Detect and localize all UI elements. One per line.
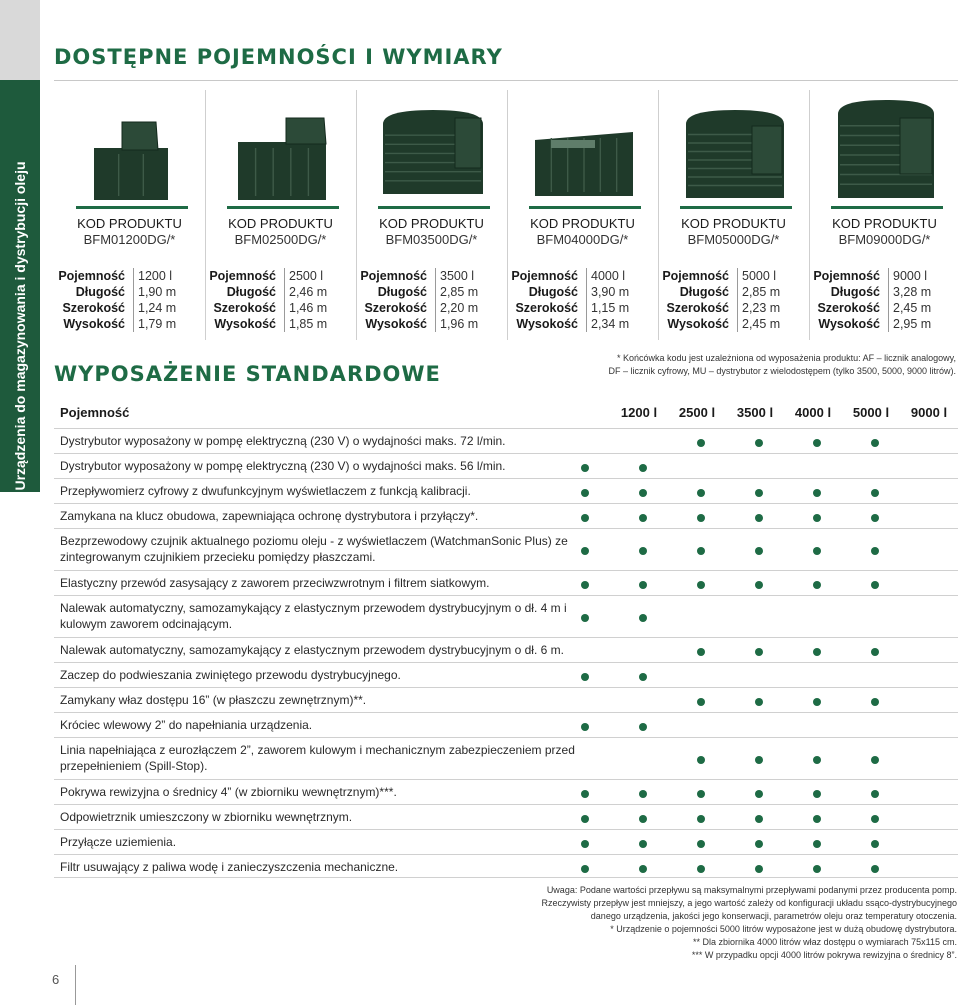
spec-label-height: Wysokość (818, 317, 880, 331)
included-marker-5000-l (813, 489, 821, 497)
spec-value-width: 2,23 m (737, 300, 780, 316)
spec-row-length (54, 284, 205, 300)
spec-row-capacity (205, 268, 356, 284)
note-line: ** Dla zbiornika 4000 litrów właz dostępu o wymiarach 75x115 cm. (693, 937, 957, 947)
green-accent-bar (378, 206, 490, 209)
product-code-footnote (590, 352, 956, 378)
equipment-row (54, 595, 958, 637)
equipment-description: Nalewak automatyczny, samozamykający z elastycznym przewodem dystrybucyjnym o dł. 4 m i kulowym zaworem odcinającym. (60, 601, 567, 631)
product-code: BFM03500DG/* (385, 232, 478, 247)
equipment-row (54, 687, 958, 712)
equipment-description: Pokrywa rewizyjna o średnicy 4” (w zbiorniku wewnętrznym)***. (60, 785, 397, 799)
product-card (809, 90, 960, 340)
equipment-row (54, 637, 958, 662)
spec-row-length (356, 284, 507, 300)
product-card (507, 90, 658, 340)
spec-row-width (205, 300, 356, 316)
product-card (658, 90, 809, 340)
included-marker-1200-l (581, 790, 589, 798)
spec-label-height: Wysokość (516, 317, 578, 331)
spec-label-capacity: Pojemność (360, 269, 427, 283)
note-line: danego urządzenia, jakości jego konserwacji, parametrów oleju oraz temperatury otoczenia. (590, 911, 957, 921)
spec-value-capacity: 4000 l (586, 268, 625, 284)
spec-row-height (205, 316, 356, 332)
column-header-2500: 2500 l (678, 405, 716, 420)
included-marker-3500-l (697, 514, 705, 522)
spec-value-length: 2,46 m (284, 284, 327, 300)
spec-row-capacity (809, 268, 960, 284)
included-marker-9000-l (871, 648, 879, 656)
included-marker-2500-l (639, 547, 647, 555)
included-marker-4000-l (755, 581, 763, 589)
included-marker-3500-l (697, 439, 705, 447)
included-marker-4000-l (755, 790, 763, 798)
spec-value-height: 1,79 m (133, 316, 176, 332)
tank-medium-bunded-tank-image (234, 114, 330, 200)
capacity-header-label: Pojemność (60, 405, 130, 420)
spec-row-width (809, 300, 960, 316)
spec-value-length: 1,90 m (133, 284, 176, 300)
tank-image (821, 94, 951, 200)
spec-label-width: Szerokość (515, 301, 578, 315)
included-marker-5000-l (813, 581, 821, 589)
product-specs (658, 268, 809, 332)
spec-value-length: 3,90 m (586, 284, 629, 300)
spec-value-width: 2,20 m (435, 300, 478, 316)
product-code-label: KOD PRODUKTU (530, 216, 635, 231)
spec-value-width: 2,45 m (888, 300, 931, 316)
spec-label-capacity: Pojemność (511, 269, 578, 283)
included-marker-1200-l (581, 815, 589, 823)
footnote-line: DF – licznik cyfrowy, MU – dystrybutor z wielodostępem (tylko 3500, 5000, 9000 litrów). (608, 366, 956, 376)
tank-ribbed-tank-with-cabinet-image (377, 102, 489, 200)
equipment-description: Zamykany właz dostępu 16” (w płaszczu zewnętrznym)**. (60, 693, 367, 707)
included-marker-3500-l (697, 790, 705, 798)
included-marker-9000-l (871, 547, 879, 555)
note-line: * Urządzenie o pojemności 5000 litrów wyposażone jest w dużą obudowę dystrybutora. (610, 924, 957, 934)
equipment-row (54, 478, 958, 503)
green-accent-bar (831, 206, 943, 209)
included-marker-2500-l (639, 865, 647, 873)
included-marker-3500-l (697, 648, 705, 656)
included-marker-4000-l (755, 648, 763, 656)
included-marker-4000-l (755, 489, 763, 497)
spec-row-width (658, 300, 809, 316)
included-marker-3500-l (697, 840, 705, 848)
included-marker-2500-l (639, 815, 647, 823)
product-specs (54, 268, 205, 332)
equipment-description: Nalewak automatyczny, samozamykający z elastycznym przewodem dystrybucyjnym o dł. 6 m. (60, 643, 564, 657)
spec-value-length: 2,85 m (737, 284, 780, 300)
tank-image (368, 94, 498, 200)
green-accent-bar (680, 206, 792, 209)
spec-value-capacity: 9000 l (888, 268, 927, 284)
tank-tall-ribbed-tank-image (834, 94, 938, 200)
included-marker-9000-l (871, 756, 879, 764)
page-number: 6 (52, 972, 60, 987)
dispenser-cabinet (900, 118, 932, 174)
included-marker-5000-l (813, 840, 821, 848)
included-marker-9000-l (871, 698, 879, 706)
included-marker-1200-l (581, 547, 589, 555)
included-marker-3500-l (697, 547, 705, 555)
spec-label-capacity: Pojemność (58, 269, 125, 283)
spec-row-length (809, 284, 960, 300)
column-header-5000: 5000 l (852, 405, 890, 420)
included-marker-9000-l (871, 815, 879, 823)
included-marker-1200-l (581, 489, 589, 497)
equipment-description: Dystrybutor wyposażony w pompę elektryczną (230 V) o wydajności maks. 56 l/min. (60, 459, 506, 473)
product-code: BFM05000DG/* (687, 232, 780, 247)
spec-row-capacity (507, 268, 658, 284)
spec-label-capacity: Pojemność (813, 269, 880, 283)
green-accent-bar (227, 206, 339, 209)
tank-image (66, 94, 196, 200)
product-code-label: KOD PRODUKTU (379, 216, 484, 231)
included-marker-3500-l (697, 698, 705, 706)
spec-label-capacity: Pojemność (209, 269, 276, 283)
equipment-description: Króciec wlewowy 2” do napełniania urządzenia. (60, 718, 313, 732)
spec-label-length: Długość (679, 285, 729, 299)
equipment-description: Linia napełniająca z eurozłączem 2”, zaworem kulowym i mechanicznym zabezpieczeniem przed przepełnieniem (Spill-Stop). (60, 743, 575, 773)
spec-label-width: Szerokość (62, 301, 125, 315)
dispenser-cabinet (455, 118, 481, 168)
note-line: Rzeczywisty przepływ jest mniejszy, a jego wartość zależy od konfiguracji układu ssąco-dystrybucyjnego (541, 898, 957, 908)
column-header-1200: 1200 l (620, 405, 658, 420)
included-marker-3500-l (697, 815, 705, 823)
equipment-row (54, 829, 958, 854)
spec-row-height (658, 316, 809, 332)
included-marker-9000-l (871, 514, 879, 522)
product-card (54, 90, 205, 340)
included-marker-1200-l (581, 673, 589, 681)
spec-label-length: Długość (377, 285, 427, 299)
included-marker-5000-l (813, 698, 821, 706)
included-marker-4000-l (755, 756, 763, 764)
equipment-description: Odpowietrznik umieszczony w zbiorniku wewnętrznym. (60, 810, 353, 824)
included-marker-9000-l (871, 790, 879, 798)
equipment-row (54, 712, 958, 737)
included-marker-3500-l (697, 756, 705, 764)
included-marker-1200-l (581, 514, 589, 522)
spec-value-height: 2,95 m (888, 316, 931, 332)
included-marker-1200-l (581, 614, 589, 622)
included-marker-5000-l (813, 439, 821, 447)
spec-value-width: 1,15 m (586, 300, 629, 316)
equipment-row (54, 453, 958, 478)
column-header-9000: 9000 l (910, 405, 948, 420)
capacities-title: DOSTĘPNE POJEMNOŚCI I WYMIARY (54, 45, 503, 69)
sidebar (0, 80, 40, 492)
page-number-divider (75, 965, 76, 1005)
spec-row-width (356, 300, 507, 316)
spec-row-capacity (356, 268, 507, 284)
product-card (205, 90, 356, 340)
included-marker-5000-l (813, 756, 821, 764)
included-marker-4000-l (755, 698, 763, 706)
spec-value-height: 1,96 m (435, 316, 478, 332)
equipment-description: Przyłącze uziemienia. (60, 835, 177, 849)
included-marker-4000-l (755, 514, 763, 522)
included-marker-9000-l (871, 865, 879, 873)
included-marker-4000-l (755, 547, 763, 555)
spec-label-length: Długość (830, 285, 880, 299)
included-marker-2500-l (639, 514, 647, 522)
dispenser-cabinet (122, 122, 158, 150)
product-specs (809, 268, 960, 332)
included-marker-2500-l (639, 581, 647, 589)
green-accent-bar (76, 206, 188, 209)
spec-value-width: 1,24 m (133, 300, 176, 316)
equipment-row (54, 804, 958, 829)
spec-row-length (205, 284, 356, 300)
included-marker-1200-l (581, 840, 589, 848)
spec-value-capacity: 5000 l (737, 268, 776, 284)
equipment-row (54, 528, 958, 570)
included-marker-9000-l (871, 489, 879, 497)
spec-value-capacity: 2500 l (284, 268, 323, 284)
product-specs (507, 268, 658, 332)
tank-round-ribbed-tank-image (682, 98, 788, 200)
spec-value-width: 1,46 m (284, 300, 327, 316)
equipment-table-header (54, 402, 960, 424)
tank-body (238, 142, 326, 200)
product-code: BFM09000DG/* (838, 232, 931, 247)
included-marker-2500-l (639, 614, 647, 622)
equipment-row (54, 428, 958, 453)
equipment-row (54, 779, 958, 804)
dispenser-cabinet (286, 118, 326, 144)
spec-label-width: Szerokość (364, 301, 427, 315)
spec-label-height: Wysokość (214, 317, 276, 331)
green-accent-bar (529, 206, 641, 209)
sidebar-title: Urządzenia do magazynowania i dystrybucji oleju (12, 161, 28, 491)
included-marker-4000-l (755, 865, 763, 873)
spec-row-height (54, 316, 205, 332)
spec-label-width: Szerokość (666, 301, 729, 315)
spec-label-height: Wysokość (667, 317, 729, 331)
equipment-description: Zaczep do podwieszania zwiniętego przewodu dystrybucyjnego. (60, 668, 401, 682)
product-code: BFM02500DG/* (234, 232, 327, 247)
spec-row-height (356, 316, 507, 332)
product-code: BFM01200DG/* (83, 232, 176, 247)
spec-label-capacity: Pojemność (662, 269, 729, 283)
spec-row-capacity (54, 268, 205, 284)
included-marker-2500-l (639, 723, 647, 731)
product-code-label: KOD PRODUKTU (228, 216, 333, 231)
included-marker-5000-l (813, 514, 821, 522)
bottom-notes (500, 884, 957, 962)
included-marker-1200-l (581, 723, 589, 731)
product-code: BFM04000DG/* (536, 232, 629, 247)
table-bottom-rule (54, 877, 958, 878)
spec-label-height: Wysokość (63, 317, 125, 331)
spec-value-capacity: 3500 l (435, 268, 474, 284)
spec-value-height: 2,34 m (586, 316, 629, 332)
included-marker-2500-l (639, 673, 647, 681)
column-header-3500: 3500 l (736, 405, 774, 420)
tank-image (519, 94, 649, 200)
product-specs (205, 268, 356, 332)
equipment-description: Zamykana na klucz obudowa, zapewniająca ochronę dystrybutora i przyłączy*. (60, 509, 479, 523)
tank-image (670, 94, 800, 200)
included-marker-2500-l (639, 464, 647, 472)
column-header-4000: 4000 l (794, 405, 832, 420)
included-marker-5000-l (813, 790, 821, 798)
included-marker-2500-l (639, 840, 647, 848)
included-marker-3500-l (697, 489, 705, 497)
spec-value-length: 2,85 m (435, 284, 478, 300)
tank-body (94, 148, 168, 200)
spec-row-length (507, 284, 658, 300)
product-grid (54, 90, 960, 340)
included-marker-2500-l (639, 489, 647, 497)
equipment-description: Przepływomierz cyfrowy z dwufunkcyjnym wyświetlaczem z funkcją kalibracji. (60, 484, 471, 498)
included-marker-4000-l (755, 439, 763, 447)
included-marker-9000-l (871, 840, 879, 848)
equipment-description: Bezprzewodowy czujnik aktualnego poziomu oleju - z wyświetlaczem (WatchmanSonic Plus) ze zintegrowanym czujnikiem przecieku pomiędzy płaszczami. (60, 534, 568, 564)
equipment-description: Filtr usuwający z paliwa wodę i zanieczyszczenia mechaniczne. (60, 860, 399, 874)
included-marker-5000-l (813, 865, 821, 873)
included-marker-3500-l (697, 581, 705, 589)
spec-value-capacity: 1200 l (133, 268, 172, 284)
spec-label-length: Długość (75, 285, 125, 299)
equipment-row (54, 503, 958, 528)
spec-row-height (507, 316, 658, 332)
product-card (356, 90, 507, 340)
spec-label-width: Szerokość (213, 301, 276, 315)
included-marker-4000-l (755, 815, 763, 823)
product-code-label: KOD PRODUKTU (77, 216, 182, 231)
included-marker-5000-l (813, 547, 821, 555)
equipment-row (54, 854, 958, 879)
footnote-line: * Końcówka kodu jest uzależniona od wyposażenia produktu: AF – licznik analogowy, (616, 353, 956, 363)
equipment-description: Elastyczny przewód zasysający z zaworem przeciwzwrotnym i filtrem siatkowym. (60, 576, 490, 590)
product-specs (356, 268, 507, 332)
fuelmaster-logo (551, 140, 595, 148)
spec-row-width (507, 300, 658, 316)
included-marker-9000-l (871, 439, 879, 447)
equipment-row (54, 737, 958, 779)
spec-label-width: Szerokość (817, 301, 880, 315)
spec-row-width (54, 300, 205, 316)
spec-row-capacity (658, 268, 809, 284)
tank-slimline-fuelmaster-tank-image (531, 126, 637, 200)
included-marker-3500-l (697, 865, 705, 873)
spec-label-length: Długość (226, 285, 276, 299)
spec-label-length: Długość (528, 285, 578, 299)
equipment-row (54, 570, 958, 595)
spec-value-length: 3,28 m (888, 284, 931, 300)
corner-block (0, 0, 40, 80)
included-marker-2500-l (639, 790, 647, 798)
spec-value-height: 1,85 m (284, 316, 327, 332)
title-divider (54, 80, 958, 81)
included-marker-1200-l (581, 581, 589, 589)
spec-value-height: 2,45 m (737, 316, 780, 332)
equipment-row (54, 662, 958, 687)
included-marker-5000-l (813, 648, 821, 656)
note-line: *** W przypadku opcji 4000 litrów pokrywa rewizyjna o średnicy 8”. (691, 950, 957, 960)
tank-image (217, 94, 347, 200)
product-code-label: KOD PRODUKTU (681, 216, 786, 231)
product-code-label: KOD PRODUKTU (832, 216, 937, 231)
included-marker-1200-l (581, 464, 589, 472)
spec-row-length (658, 284, 809, 300)
tank-small-bunded-tank-image (86, 118, 176, 200)
equipment-description: Dystrybutor wyposażony w pompę elektryczną (230 V) o wydajności maks. 72 l/min. (60, 434, 506, 448)
equipment-title: WYPOSAŻENIE STANDARDOWE (54, 362, 441, 386)
spec-label-height: Wysokość (365, 317, 427, 331)
spec-row-height (809, 316, 960, 332)
included-marker-5000-l (813, 815, 821, 823)
included-marker-1200-l (581, 865, 589, 873)
dispenser-cabinet (752, 126, 782, 174)
included-marker-4000-l (755, 840, 763, 848)
included-marker-9000-l (871, 581, 879, 589)
note-line: Uwaga: Podane wartości przepływu są maksymalnymi przepływami podanymi przez producenta pomp. (546, 885, 957, 895)
